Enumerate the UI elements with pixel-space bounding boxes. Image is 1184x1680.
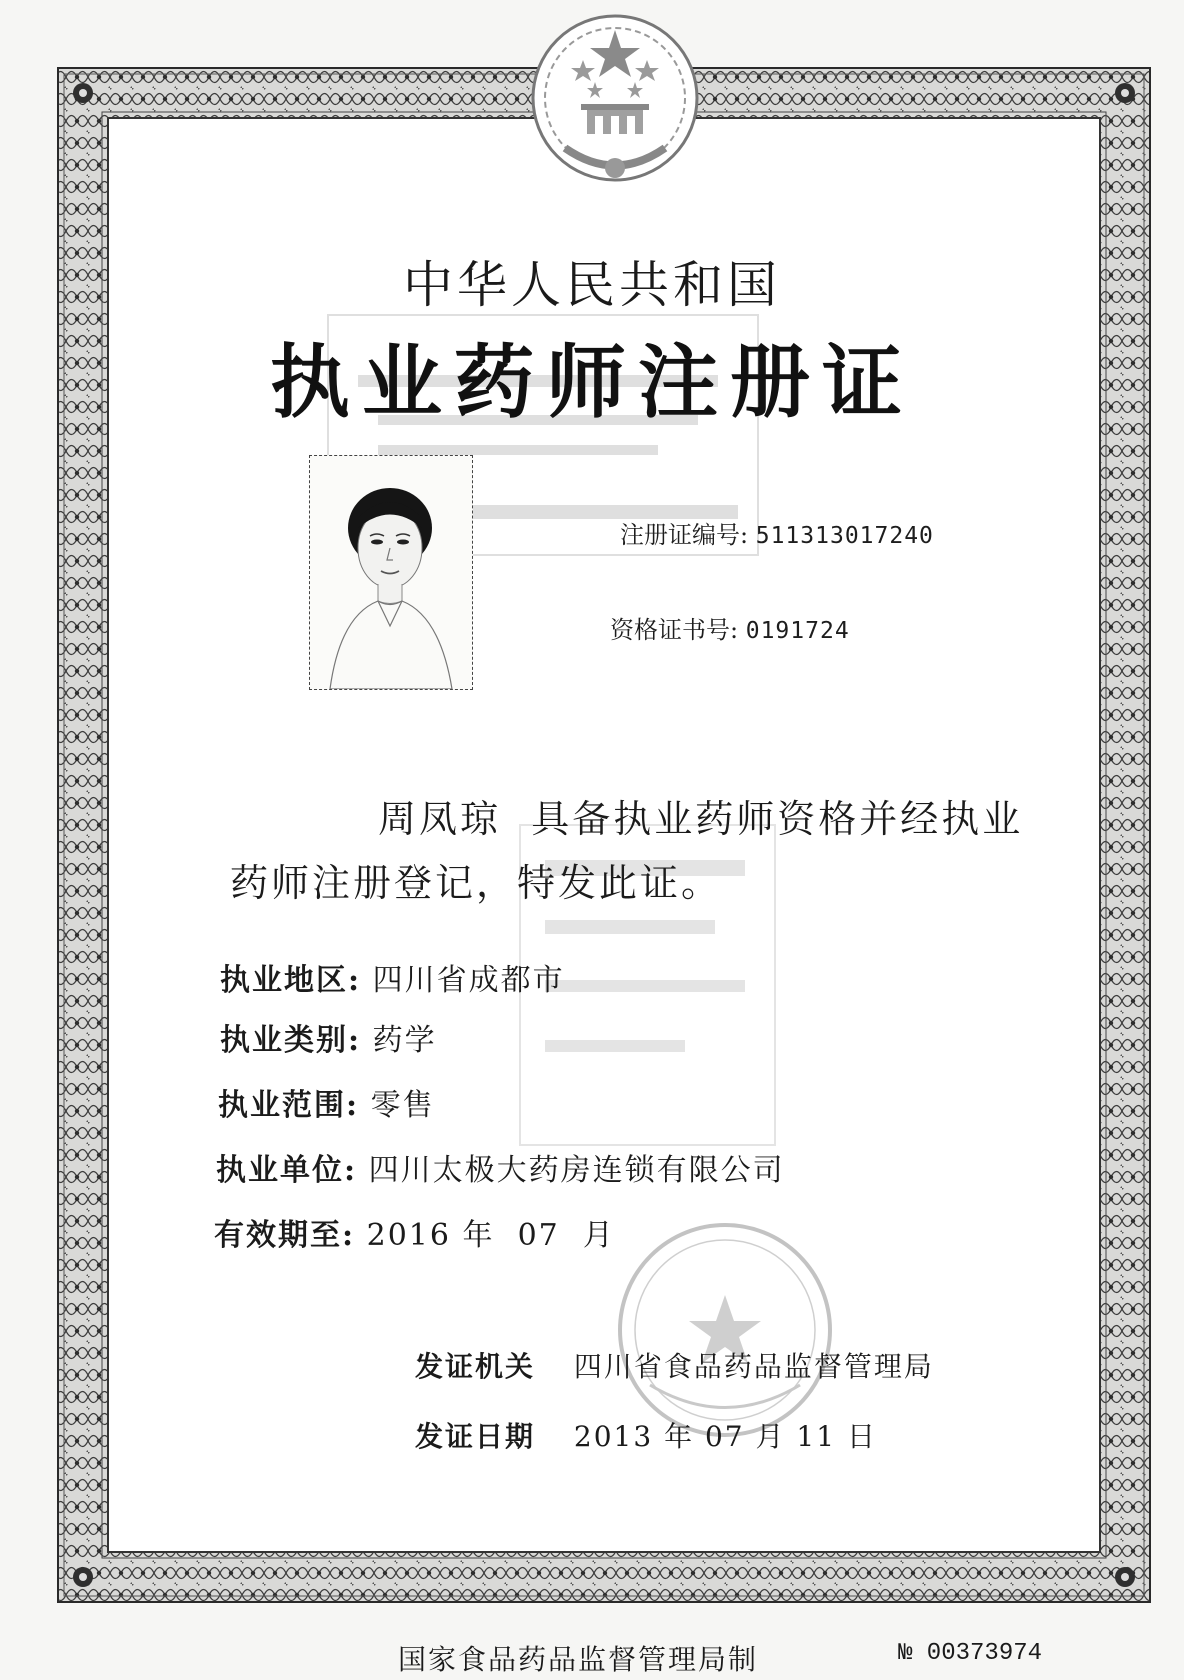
practice-category-label: 执业类别: (220, 1023, 362, 1058)
issue-date-row (415, 1415, 877, 1455)
issuing-authority-label: 发证机关 (415, 1350, 536, 1383)
practice-region-row (220, 955, 565, 999)
practice-employer-label: 执业单位: (216, 1153, 358, 1188)
issuing-authority-value: 四川省食品药品监督管理局 (573, 1350, 934, 1383)
registration-number-value: 511313017240 (755, 523, 934, 549)
footer-serial-number: № 00373974 (898, 1640, 1043, 1667)
valid-until-value: 2016 年 07 月 (366, 1218, 615, 1253)
qualification-number-row (610, 610, 850, 645)
practice-employer-row (216, 1145, 785, 1189)
issue-date-value: 2013 年 07 月 11 日 (573, 1420, 877, 1453)
practice-region-value: 四川省成都市 (372, 963, 565, 998)
valid-until-label: 有效期至: (214, 1218, 356, 1253)
footer-maker: 国家食品药品监督管理局制 (398, 1643, 759, 1676)
practice-scope-row (218, 1080, 435, 1124)
issuing-authority-row (415, 1345, 934, 1385)
holder-photo (309, 455, 473, 690)
practice-region-label: 执业地区: (220, 963, 362, 998)
practice-employer-value: 四川太极大药房连锁有限公司 (368, 1153, 785, 1188)
qualification-number-label: 资格证书号: (610, 616, 739, 644)
practice-scope-label: 执业范围: (218, 1088, 360, 1123)
qualification-number-value: 0191724 (745, 618, 850, 644)
practice-category-row (220, 1015, 437, 1059)
statement-line-2: 药师注册登记，特发此证。 (230, 861, 723, 905)
valid-until-row (214, 1210, 615, 1254)
official-seal (610, 1215, 840, 1445)
certificate-title: 执业药师注册证 (270, 336, 914, 429)
registration-number-row (620, 515, 934, 550)
statement-text-1: 具备执业药师资格并经执业 (531, 797, 1024, 841)
country-title: 中华人民共和国 (403, 256, 781, 314)
practice-category-value: 药学 (372, 1023, 437, 1058)
holder-name: 周凤琼 (378, 797, 502, 841)
issue-date-label: 发证日期 (415, 1420, 536, 1453)
portrait-image (310, 456, 472, 689)
registration-number-label: 注册证编号: (620, 521, 749, 549)
national-emblem (525, 8, 705, 208)
statement-line-1 (378, 788, 1023, 843)
practice-scope-value: 零售 (370, 1088, 435, 1123)
